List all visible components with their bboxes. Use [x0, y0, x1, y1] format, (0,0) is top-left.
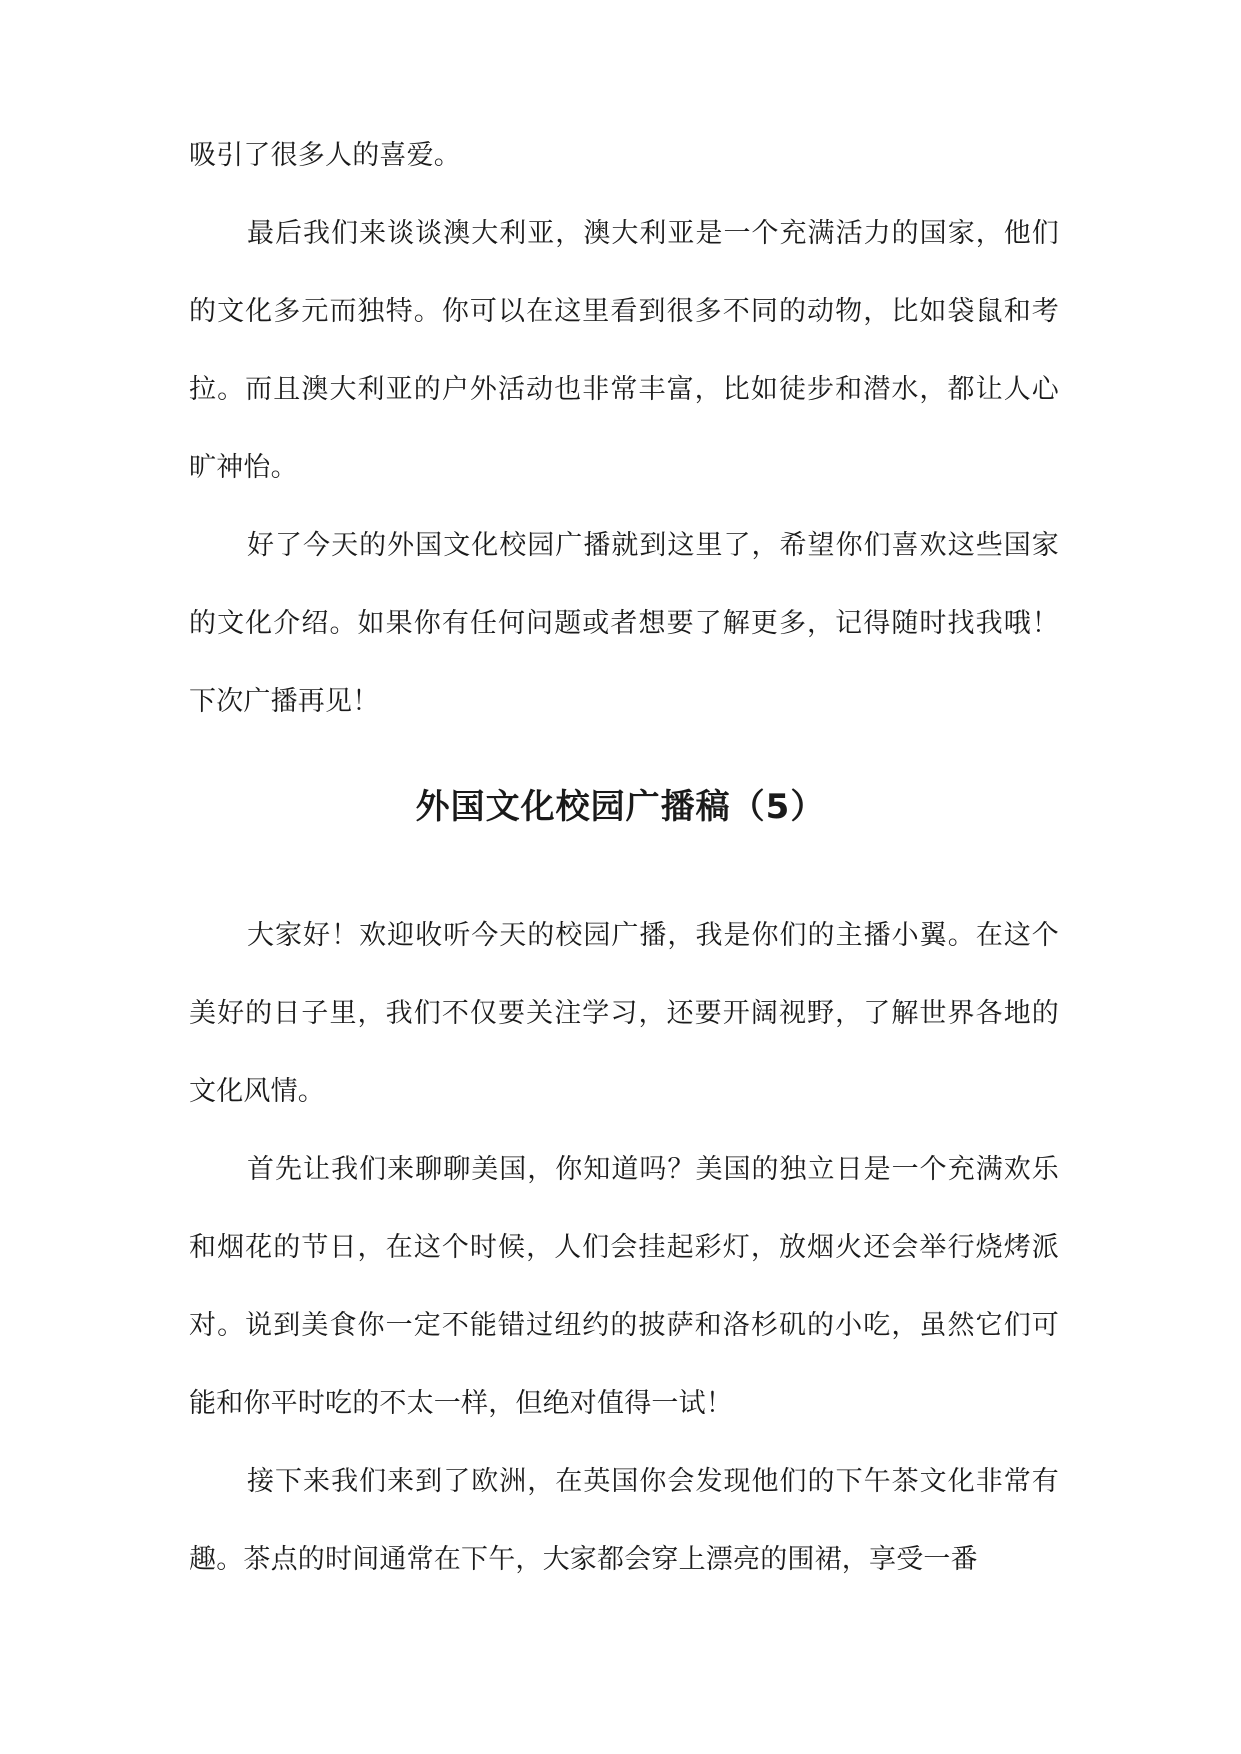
- paragraph-uk: 接下来我们来到了欧洲，在英国你会发现他们的下午茶文化非常有趣。茶点的时间通常在下午，大家都会穿上漂亮的围裙，享受一番: [189, 1466, 1059, 1575]
- paragraph-closing: 好了今天的外国文化校园广播就到这里了，希望你们喜欢这些国家的文化介绍。如果你有任何问题或者想要了解更多，记得随时找我哦！下次广播再见！: [189, 530, 1059, 717]
- paragraph-intro: 大家好！欢迎收听今天的校园广播，我是你们的主播小翼。在这个美好的日子里，我们不仅要关注学习，还要开阔视野，了解世界各地的文化风情。: [189, 920, 1059, 1107]
- paragraph-continuation: 吸引了很多人的喜爱。: [189, 140, 461, 171]
- paragraph-usa: 首先让我们来聊聊美国，你知道吗？美国的独立日是一个充满欢乐和烟花的节日，在这个时候，人们会挂起彩灯，放烟火还会举行烧烤派对。说到美食你一定不能错过纽约的披萨和洛杉矶的小吃，虽然它们可能和你平时吃的不太一样，但绝对值得一试！: [189, 1154, 1059, 1419]
- paragraph-australia: 最后我们来谈谈澳大利亚，澳大利亚是一个充满活力的国家，他们的文化多元而独特。你可以在这里看到很多不同的动物，比如袋鼠和考拉。而且澳大利亚的户外活动也非常丰富，比如徒步和潜水，都让人心旷神怡。: [189, 218, 1059, 483]
- section-title: 外国文化校园广播稿（5）: [415, 787, 826, 827]
